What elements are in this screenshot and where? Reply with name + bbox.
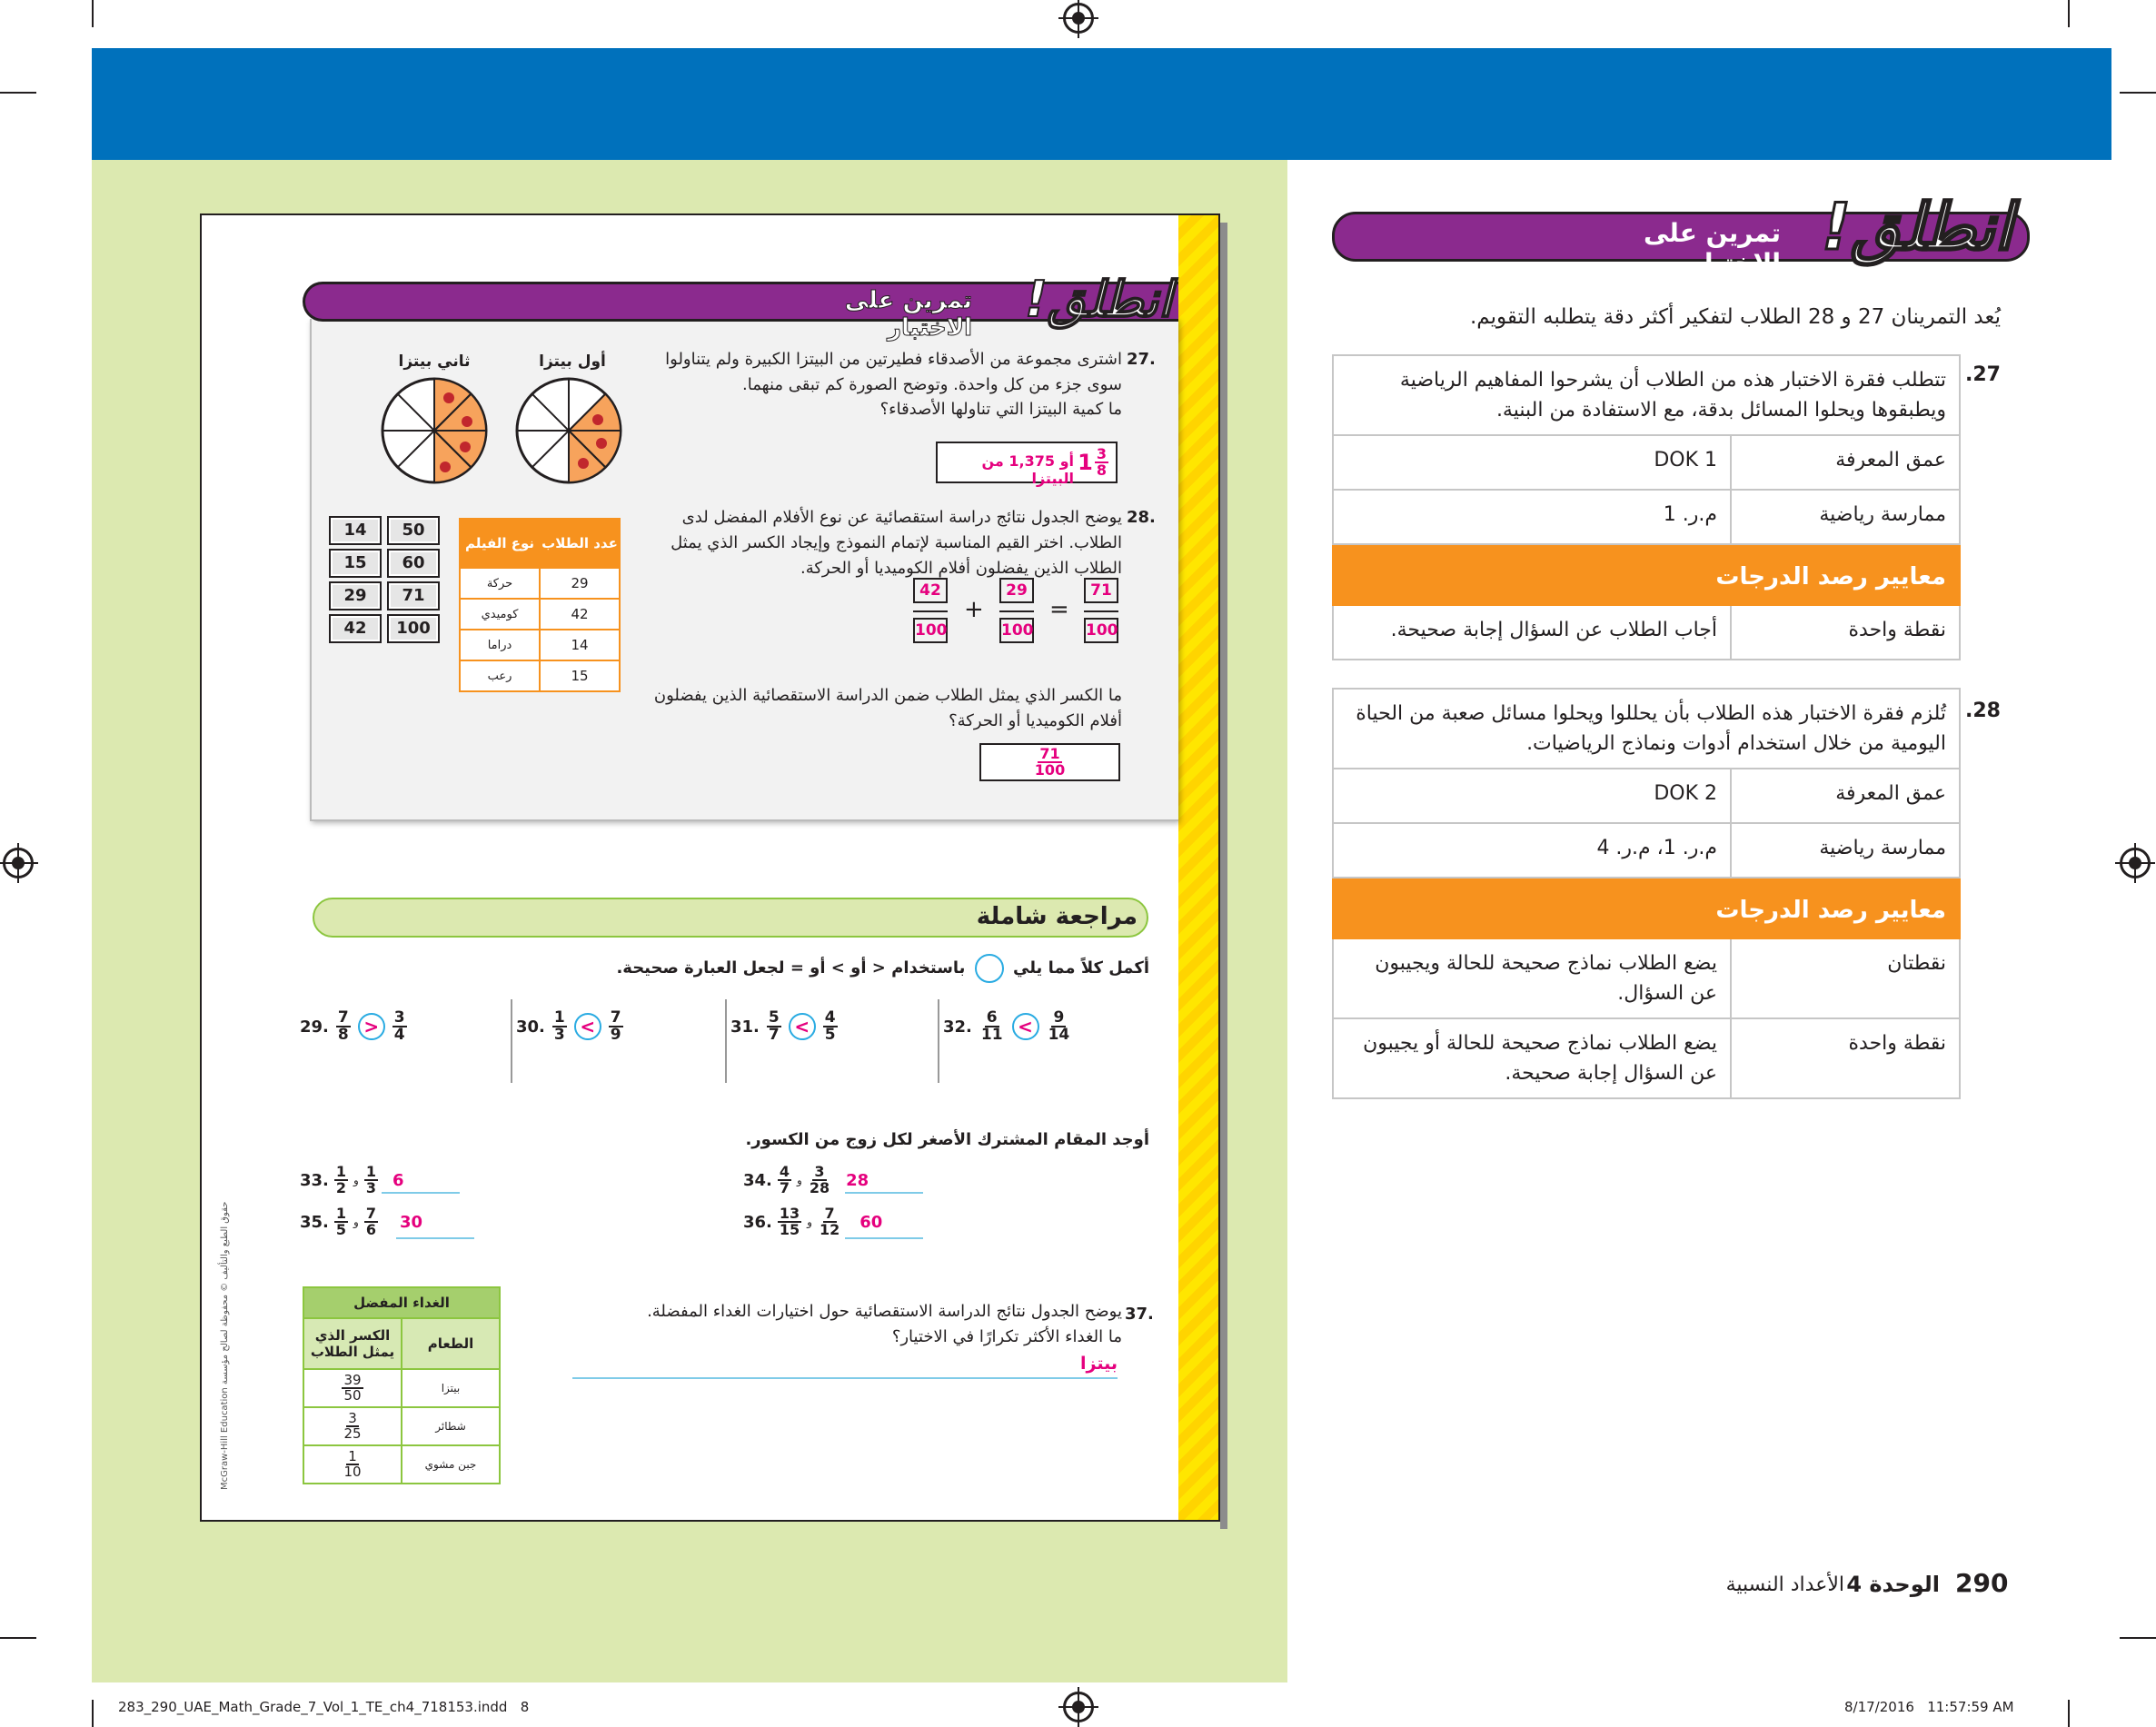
q27-answer-denominator: 8 [1096, 462, 1107, 479]
item-number: 29. [300, 1017, 329, 1037]
numerator: 13 [779, 1205, 800, 1222]
numerator: 1 [365, 1163, 376, 1180]
numerator: 3 [393, 1008, 405, 1027]
item-number: 36. [743, 1212, 772, 1232]
fraction-bar [999, 610, 1034, 612]
registration-mark-icon [1063, 3, 1094, 34]
q28-answer-fraction [1033, 747, 1067, 778]
item-number: 35. [300, 1212, 329, 1232]
q27-answer-numerator: 3 [1096, 445, 1107, 462]
review-instruction-2: أوجد المقام المشترك الأصغر لكل زوج من الكسور. [745, 1130, 1149, 1149]
movie-table-cell: 14 [540, 630, 620, 660]
denominator: 6 [365, 1221, 376, 1238]
tile[interactable]: 42 [329, 614, 382, 643]
tile[interactable]: 60 [387, 549, 440, 578]
denominator: 3 [365, 1179, 376, 1196]
q28-eq-b-numerator: 29 [999, 578, 1034, 603]
and-word: و [807, 1216, 812, 1228]
q28-eq-term-c [1084, 578, 1118, 647]
q27-answer-box [936, 442, 1118, 487]
registration-mark-icon [3, 848, 34, 878]
te-intro: يُعد التمرينان 27 و 28 الطلاب لتفكير أكثر دقة يتطلبه التقويم. [1470, 305, 2001, 329]
item-number: 30. [516, 1017, 545, 1037]
te-q27-rubric-points: نقطة واحدة [1731, 605, 1960, 660]
numerator: 1 [335, 1205, 347, 1222]
movie-table [459, 518, 621, 692]
fraction-bar [913, 610, 948, 612]
denominator: 8 [337, 1026, 349, 1044]
denominator: 4 [393, 1026, 405, 1044]
numerator: 7 [824, 1205, 835, 1222]
crop-mark [2120, 92, 2156, 94]
q28-eq-c-denominator: 100 [1084, 618, 1118, 643]
compare-item-29 [300, 999, 445, 1054]
lcd-answer[interactable]: 28 [846, 1170, 869, 1190]
q28-eq-term-a [913, 578, 948, 647]
te-q28-rubric-desc: يضع الطلاب نماذج صحيحة للحالة أو يجيبون عن السؤال إجابة صحيحة. [1333, 1018, 1731, 1098]
comparison-answer[interactable]: < [574, 1013, 601, 1040]
q28-eq-term-b [999, 578, 1034, 647]
lcd-answer[interactable]: 60 [859, 1212, 883, 1232]
and-word: و [353, 1174, 359, 1186]
denominator: 10 [343, 1464, 362, 1480]
fraction-b [609, 1010, 623, 1043]
lcd-answer[interactable]: 6 [392, 1170, 404, 1190]
q27-question: ما كمية البيتزا التي تناولها الأصدقاء؟ [879, 400, 1122, 419]
item-divider [511, 999, 512, 1083]
crop-mark [2068, 1700, 2070, 1727]
denominator: 5 [824, 1026, 836, 1044]
numerator: 7 [365, 1205, 376, 1222]
denominator: 11 [980, 1026, 1003, 1044]
te-q28-dok-label: عمق المعرفة [1731, 769, 1960, 823]
and-word: و [797, 1174, 802, 1186]
answer-line [382, 1192, 460, 1194]
student-banner-title: تمرين على الاختبار [844, 287, 972, 342]
movie-table-cell: رعب [460, 660, 540, 691]
footer-unit: الوحدة 4 [1846, 1572, 1940, 1597]
numerator: 7 [610, 1008, 621, 1027]
te-q28-number: .28 [1965, 700, 2001, 722]
te-banner-logo: انطلق! [1822, 190, 2012, 264]
pizza1-icon [514, 376, 623, 485]
registration-mark-icon [2120, 848, 2151, 878]
movie-table-cell: 42 [540, 599, 620, 630]
review-instruction-1 [454, 954, 1149, 983]
slug-left: 283_290_UAE_Math_Grade_7_Vol_1_TE_ch4_718153.indd 8 [118, 1699, 530, 1715]
lunch-food: جبن مشوي [402, 1445, 500, 1484]
numerator: 6 [986, 1008, 998, 1027]
student-banner-logo: انطلق! [1025, 271, 1172, 328]
tile[interactable]: 29 [329, 581, 382, 610]
denominator: 25 [343, 1425, 362, 1442]
q28-eq-equals: = [1049, 596, 1069, 623]
comparison-answer[interactable]: > [358, 1013, 385, 1040]
answer-line [572, 1377, 1118, 1379]
q28-question: ما الكسر الذي يمثل الطلاب ضمن الدراسة الاستقصائية الذين يفضلون أفلام الكوميديا أو الحركة؟ [653, 686, 1122, 730]
te-q28-dok-value: DOK 2 [1333, 769, 1731, 823]
fraction-a [979, 1010, 1005, 1043]
te-q28-description: تُلزم فقرة الاختبار هذه الطلاب بأن يحللوا ويحلوا مسائل صعبة من الحياة اليومية من خلال استخدام أدوات ونماذج الرياضيات. [1333, 689, 1960, 769]
answer-line [845, 1237, 923, 1239]
student-page-shadow [1220, 223, 1227, 1529]
q27-answer-fraction [1095, 447, 1108, 478]
q28-equation [913, 578, 1120, 647]
denominator: 50 [343, 1387, 362, 1404]
lunch-food: شطائر [402, 1407, 500, 1445]
q28-number: 28. [1127, 508, 1156, 527]
q28-answer-denominator: 100 [1034, 761, 1066, 779]
numerator: 3 [348, 1410, 357, 1426]
numerator: 39 [343, 1372, 362, 1388]
lunch-fraction [342, 1450, 363, 1479]
fraction-b [392, 1010, 407, 1043]
fraction-a [334, 1165, 348, 1196]
item-divider [725, 999, 727, 1083]
q27-number: 27. [1127, 350, 1156, 369]
lcd-item-34 [743, 1157, 925, 1203]
denominator: 5 [335, 1221, 347, 1238]
te-q28-practice-value: م.ر. 1، م.ر. 4 [1333, 823, 1731, 878]
review-instruction-1b: باستخدام < أو > أو = لجعل العبارة صحيحة. [616, 958, 966, 978]
numerator: 9 [1053, 1008, 1065, 1027]
lcd-item-33 [300, 1157, 463, 1203]
numerator: 1 [335, 1163, 347, 1180]
q27-answer-whole: 1 [1078, 450, 1093, 475]
lunch-fraction-cell [303, 1369, 402, 1407]
tile[interactable]: 14 [329, 516, 382, 545]
denominator: 2 [335, 1179, 347, 1196]
pizza1-label: أول بيتزا [539, 352, 606, 371]
denominator: 3 [553, 1026, 565, 1044]
pizza2-icon [380, 376, 489, 485]
tile[interactable]: 15 [329, 549, 382, 578]
numerator: 7 [337, 1008, 349, 1027]
denominator: 9 [610, 1026, 621, 1044]
te-q28-rubric-header: معايير رصد الدرجات [1333, 878, 1960, 938]
review-instruction-1a: أكمل كلاً مما يلي [1013, 958, 1149, 978]
crop-mark [92, 1700, 94, 1727]
registration-mark-icon [1063, 1692, 1094, 1722]
crop-mark [0, 92, 36, 94]
fraction-a [334, 1206, 348, 1237]
q28-eq-a-denominator: 100 [913, 618, 948, 643]
q28-answer-numerator: 71 [1039, 745, 1060, 762]
header-band [92, 48, 2111, 160]
denominator: 12 [819, 1221, 840, 1238]
q28-eq-c-numerator: 71 [1084, 578, 1118, 603]
q37-text: يوضح الجدول نتائج الدراسة الاستقصائية حول اختيارات الغداء المفضلة. [647, 1302, 1122, 1321]
numerator: 3 [814, 1163, 825, 1180]
q37-number: 37. [1125, 1305, 1154, 1324]
movie-table-header: عدد الطلاب [540, 519, 620, 568]
numerator: 1 [348, 1448, 357, 1464]
te-q28-table [1332, 688, 1961, 1099]
q27-answer-mixed [1078, 447, 1108, 478]
item-number: 34. [743, 1170, 772, 1190]
te-q27-number: .27 [1965, 363, 2001, 386]
q28-answer-box [979, 743, 1120, 781]
answer-line [845, 1192, 923, 1194]
numerator: 1 [553, 1008, 565, 1027]
tile[interactable]: 71 [387, 581, 440, 610]
te-q27-table [1332, 354, 1961, 660]
lunch-table [303, 1286, 501, 1484]
item-number: 33. [300, 1170, 329, 1190]
footer-topic: الأعداد النسبية [1725, 1573, 1844, 1596]
tile[interactable]: 50 [387, 516, 440, 545]
answer-line [396, 1237, 474, 1239]
review-title: مراجعة شاملة [976, 903, 1138, 930]
te-q28-rubric-points: نقطتان [1731, 938, 1960, 1018]
fraction-a [767, 1010, 781, 1043]
te-q27-description: تتطلب فقرة الاختبار هذه من الطلاب أن يشرحوا المفاهيم الرياضية ويطبقوها ويحلوا المسائل بدقة، مع الاستفادة من البنية. [1333, 355, 1960, 435]
lunch-fraction-cell [303, 1407, 402, 1445]
q28-text: يوضح الجدول نتائج دراسة استقصائية عن نوع الأفلام المفضل لدى الطلاب. اختر القيم المناسبة لإتمام النموذج وإيجاد الكسر الذي يمثل الطلاب الذين يفضلون أفلام الكوميديا أو الحركة. [671, 508, 1122, 578]
q37-question: ما الغداء الأكثر تكرارًا في الاختيار؟ [891, 1327, 1122, 1346]
movie-table-cell: كوميدي [460, 599, 540, 630]
movie-table-cell: 29 [540, 568, 620, 599]
copyright-vertical: McGraw-Hill Education حقوق الطبع والتأليف © محفوظة لصالح مؤسسة [220, 1201, 230, 1490]
pizza2-label: ثاني بيتزا [398, 352, 471, 371]
te-q27-rubric-header: معايير رصد الدرجات [1333, 544, 1960, 605]
q28-tile-grid [327, 516, 442, 643]
comparison-answer[interactable]: < [789, 1013, 816, 1040]
te-q28-rubric-desc: يضع الطلاب نماذج صحيحة للحالة ويجيبون عن السؤال. [1333, 938, 1731, 1018]
fraction-a [552, 1010, 567, 1043]
crop-mark [92, 0, 94, 27]
denominator: 7 [779, 1179, 790, 1196]
q28-eq-a-numerator: 42 [913, 578, 948, 603]
q37-answer[interactable]: بيتزا [1080, 1354, 1118, 1374]
lcd-answer[interactable]: 30 [399, 1212, 423, 1232]
lunch-table-header: الكسر الذي يمثل الطلاب [303, 1318, 402, 1369]
fraction-b [823, 1010, 838, 1043]
movie-table-cell: 15 [540, 660, 620, 691]
item-number: 31. [730, 1017, 760, 1037]
fraction-a [336, 1010, 351, 1043]
item-number: 32. [943, 1017, 972, 1037]
lunch-fraction [342, 1374, 363, 1403]
lunch-fraction-cell [303, 1445, 402, 1484]
denominator: 14 [1048, 1026, 1070, 1044]
te-q27-practice-value: م.ر. 1 [1333, 490, 1731, 544]
numerator: 4 [779, 1163, 790, 1180]
crop-mark [2068, 0, 2070, 27]
and-word: و [353, 1216, 359, 1228]
numerator: 4 [824, 1008, 836, 1027]
page-number: 290 [1955, 1568, 2009, 1598]
tile[interactable]: 100 [387, 614, 440, 643]
student-page-edge-stripe [1178, 215, 1218, 1520]
movie-table-cell: حركة [460, 568, 540, 599]
q28-eq-plus: + [964, 596, 984, 623]
fraction-b [1047, 1010, 1072, 1043]
q27-text: اشترى مجموعة من الأصدقاء فطيرتين من البيتزا الكبيرة ولم يتناولوا سوى جزء من كل واحدة. وتوضح الصورة كم تبقى منهما. [665, 350, 1122, 394]
fraction-bar [1084, 610, 1118, 612]
lunch-table-header: الطعام [402, 1318, 500, 1369]
comparison-answer[interactable]: < [1012, 1013, 1039, 1040]
q28-eq-b-denominator: 100 [999, 618, 1034, 643]
te-q28-practice-label: ممارسة رياضية [1731, 823, 1960, 878]
fraction-a [778, 1206, 801, 1237]
fraction-a [778, 1165, 791, 1196]
movie-table-header: نوع الفيلم [460, 519, 540, 568]
te-banner-title: تمرين على الاختبار [1643, 218, 1781, 278]
numerator: 5 [768, 1008, 780, 1027]
fraction-b [364, 1165, 378, 1196]
lunch-fraction [342, 1412, 363, 1441]
crop-mark [2120, 1637, 2156, 1639]
compare-item-32 [943, 999, 1107, 1054]
denominator: 15 [779, 1221, 800, 1238]
fraction-b [364, 1206, 378, 1237]
te-q27-dok-label: عمق المعرفة [1731, 435, 1960, 490]
lunch-table-title: الغداء المفضل [303, 1287, 500, 1318]
lunch-food: بيتزا [402, 1369, 500, 1407]
te-q27-practice-label: ممارسة رياضية [1731, 490, 1960, 544]
slug-right: 8/17/2016 11:57:59 AM [1844, 1699, 2014, 1715]
denominator: 7 [768, 1026, 780, 1044]
compare-item-31 [730, 999, 876, 1054]
fraction-b [818, 1206, 841, 1237]
te-q27-dok-value: DOK 1 [1333, 435, 1731, 490]
crop-mark [0, 1637, 36, 1639]
movie-table-cell: دراما [460, 630, 540, 660]
te-q28-rubric-points: نقطة واحدة [1731, 1018, 1960, 1098]
fraction-b [808, 1165, 831, 1196]
q27-answer-text: أو 1,375 من البيتزا [981, 452, 1074, 487]
answer-bubble-icon [975, 954, 1004, 983]
denominator: 28 [809, 1179, 830, 1196]
item-divider [938, 999, 939, 1083]
compare-item-30 [516, 999, 661, 1054]
te-q27-rubric-desc: أجاب الطلاب عن السؤال إجابة صحيحة. [1333, 605, 1731, 660]
